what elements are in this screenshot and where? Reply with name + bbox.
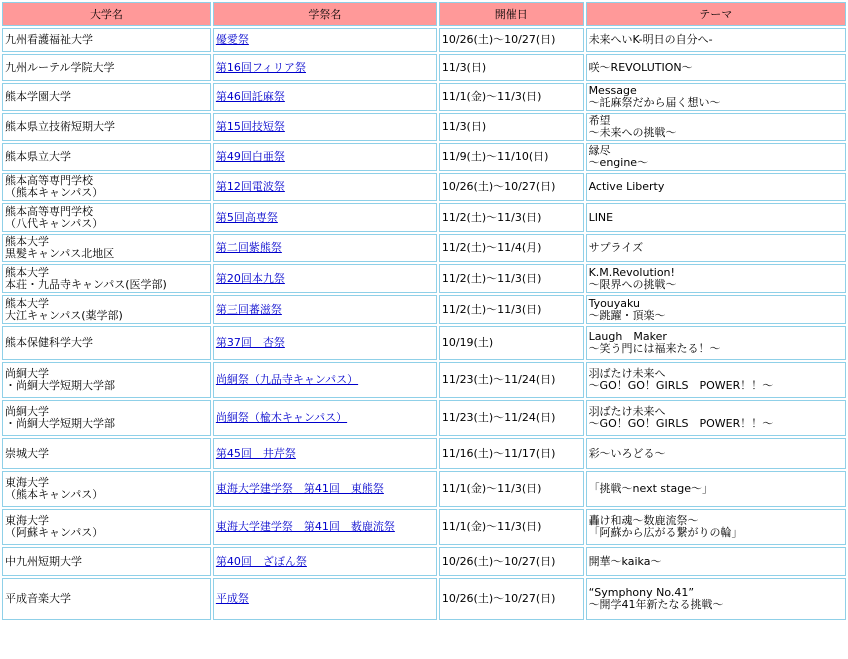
- theme-text: 咲～REVOLUTION～: [588, 60, 693, 74]
- university-cell: [2, 234, 211, 262]
- table-row: [2, 143, 846, 171]
- university-name: 東海大学: [5, 514, 49, 527]
- festival-cell: [213, 326, 437, 360]
- university-cell: [2, 264, 211, 293]
- festival-link[interactable]: 第45回 井芹祭: [215, 446, 296, 460]
- university-name: ・尚絅大学短期大学部: [5, 417, 115, 430]
- festival-cell: [213, 54, 437, 81]
- date-cell: 10/26(土)～10/27(日): [439, 547, 584, 576]
- theme-text: Tyouyaku: [588, 296, 641, 310]
- festival-link[interactable]: 第16回フィリア祭: [215, 60, 306, 74]
- university-name: 九州ルーテル学院大学: [5, 60, 115, 74]
- festival-cell: [213, 143, 437, 171]
- theme-cell: [586, 438, 846, 469]
- theme-text: Laugh Maker: [588, 330, 667, 343]
- festival-cell: [213, 400, 437, 436]
- university-name: ・尚絅大学短期大学部: [5, 379, 115, 392]
- university-name: （熊本キャンパス）: [5, 488, 104, 501]
- theme-cell: [586, 143, 846, 171]
- table-row: [2, 578, 846, 620]
- university-name: 熊本大学: [5, 235, 49, 248]
- university-name: 大江キャンパス(薬学部): [5, 308, 123, 322]
- theme-text: ～未来への挑戦～: [588, 126, 677, 139]
- theme-text: 未来へいK-明日の自分へ-: [588, 33, 713, 46]
- theme-cell: [586, 547, 846, 576]
- festival-cell: [213, 113, 437, 141]
- theme-cell: [586, 295, 846, 324]
- university-name: 東海大学: [5, 476, 49, 489]
- table-row: [2, 54, 846, 81]
- date-cell: 11/3(日): [439, 54, 584, 81]
- university-name: 熊本学園大学: [5, 90, 71, 103]
- festival-cell: [213, 295, 437, 324]
- theme-text: 「挑戦～next stage～」: [588, 482, 713, 495]
- table-row: [2, 326, 846, 360]
- festival-cell: [213, 509, 437, 545]
- theme-text: ～託麻祭だから届く想い～: [588, 96, 721, 109]
- festival-link[interactable]: 東海大学建学祭 第41回 東熊祭: [215, 482, 384, 495]
- date-cell: 11/1(金)～11/3(日): [439, 83, 584, 111]
- theme-text: 希望: [588, 114, 611, 127]
- table-row: [2, 264, 846, 293]
- header-date: 開催日: [439, 2, 584, 26]
- theme-cell: [586, 83, 846, 111]
- table-row: [2, 400, 846, 436]
- theme-cell: [586, 471, 846, 507]
- table-row: [2, 547, 846, 576]
- date-cell: 11/9(土)～11/10(日): [439, 143, 584, 171]
- festival-cell: [213, 234, 437, 262]
- festival-cell: [213, 438, 437, 469]
- theme-text: ～開学41年新たなる挑戦～: [588, 598, 724, 611]
- university-name: 尚絅大学: [5, 405, 49, 418]
- university-name: 熊本高等専門学校: [5, 174, 93, 187]
- theme-text: 「阿蘇から広がる繋がりの輪」: [588, 526, 743, 539]
- theme-text: Active Liberty: [588, 180, 665, 193]
- date-cell: 10/26(土)～10/27(日): [439, 578, 584, 620]
- date-cell: 11/16(土)～11/17(日): [439, 438, 584, 469]
- festival-link[interactable]: 第5回高専祭: [215, 210, 278, 224]
- table-row: [2, 113, 846, 141]
- theme-cell: [586, 173, 846, 201]
- university-cell: [2, 471, 211, 507]
- theme-text: ～跳躍・頂楽～: [588, 308, 666, 322]
- university-name: （阿蘇キャンパス）: [5, 526, 104, 539]
- table-row: [2, 234, 846, 262]
- theme-cell: [586, 362, 846, 398]
- date-cell: 10/19(土): [439, 326, 584, 360]
- university-name: 熊本県立技術短期大学: [5, 120, 115, 133]
- university-name: 尚絅大学: [5, 367, 49, 380]
- university-cell: [2, 326, 211, 360]
- theme-text: 轟け和魂～数鹿流祭～: [588, 514, 699, 527]
- date-cell: 11/1(金)～11/3(日): [439, 471, 584, 507]
- university-cell: [2, 400, 211, 436]
- festival-link[interactable]: 東海大学建学祭 第41回 薮鹿流祭: [215, 520, 395, 533]
- theme-cell: [586, 509, 846, 545]
- festival-link[interactable]: 第40回 ざぼん祭: [215, 554, 307, 568]
- theme-text: 羽ばたけ未来へ: [588, 367, 666, 380]
- date-cell: 11/23(土)～11/24(日): [439, 362, 584, 398]
- university-cell: [2, 362, 211, 398]
- theme-cell: [586, 578, 846, 620]
- university-cell: [2, 173, 211, 201]
- university-name: 中九州短期大学: [5, 554, 82, 568]
- festival-link[interactable]: 第三回蕃滋祭: [215, 302, 282, 316]
- theme-text: ～GO！GO！GIRLS POWER！！～: [588, 379, 774, 392]
- university-name: （熊本キャンパス）: [5, 186, 104, 199]
- university-cell: [2, 295, 211, 324]
- theme-cell: [586, 113, 846, 141]
- header-festival: 学祭名: [213, 2, 437, 26]
- theme-text: 縁尽: [588, 144, 611, 157]
- festival-link[interactable]: 第20回本九祭: [215, 271, 285, 285]
- table-row: [2, 509, 846, 545]
- university-cell: [2, 438, 211, 469]
- university-cell: [2, 54, 211, 81]
- university-cell: [2, 113, 211, 141]
- theme-text: ～engine～: [588, 156, 649, 169]
- university-cell: [2, 28, 211, 52]
- theme-text: サプライズ: [588, 241, 644, 254]
- university-name: 熊本高等専門学校: [5, 204, 93, 218]
- table-row: [2, 362, 846, 398]
- university-cell: [2, 143, 211, 171]
- university-name: 熊本県立大学: [5, 150, 71, 163]
- university-cell: [2, 509, 211, 545]
- festival-link[interactable]: 平成祭: [215, 592, 249, 605]
- festival-cell: [213, 264, 437, 293]
- festival-cell: [213, 83, 437, 111]
- date-cell: 11/2(土)～11/3(日): [439, 264, 584, 293]
- date-cell: 10/26(土)～10/27(日): [439, 28, 584, 52]
- university-name: 本荘・九品寺キャンパス(医学部): [5, 277, 167, 291]
- university-cell: [2, 547, 211, 576]
- festival-link[interactable]: 尚絅祭（楡木キャンパス）: [215, 411, 348, 424]
- festival-link[interactable]: 第37回 杏祭: [215, 336, 285, 349]
- theme-text: K.M.Revolution!: [588, 265, 675, 279]
- university-name: 熊本保健科学大学: [5, 336, 93, 349]
- header-row: [2, 2, 846, 26]
- festival-cell: [213, 471, 437, 507]
- theme-text: 彩～いろどる～: [588, 446, 666, 460]
- festival-cell: [213, 173, 437, 201]
- festival-link[interactable]: 第二回紫熊祭: [215, 241, 282, 254]
- festival-cell: [213, 28, 437, 52]
- theme-cell: [586, 28, 846, 52]
- festival-cell: [213, 362, 437, 398]
- theme-cell: [586, 326, 846, 360]
- date-cell: 11/23(土)～11/24(日): [439, 400, 584, 436]
- festival-cell: [213, 547, 437, 576]
- theme-cell: [586, 203, 846, 232]
- header-university: 大学名: [2, 2, 211, 26]
- theme-text: “Symphony No.41”: [588, 586, 695, 599]
- university-name: 平成音楽大学: [5, 592, 71, 605]
- theme-text: 羽ばたけ未来へ: [588, 405, 666, 418]
- date-cell: 11/1(金)～11/3(日): [439, 509, 584, 545]
- theme-cell: [586, 234, 846, 262]
- table-row: [2, 83, 846, 111]
- table-row: [2, 28, 846, 52]
- table-row: [2, 295, 846, 324]
- theme-text: LINE: [588, 210, 614, 224]
- theme-text: ～限界への挑戦～: [588, 277, 677, 291]
- university-cell: [2, 83, 211, 111]
- festival-cell: [213, 203, 437, 232]
- university-name: 黒髪キャンパス北地区: [5, 247, 115, 260]
- university-name: （八代キャンパス）: [5, 216, 104, 230]
- theme-cell: [586, 264, 846, 293]
- table-row: [2, 438, 846, 469]
- university-cell: [2, 203, 211, 232]
- table-row: [2, 173, 846, 201]
- theme-text: ～GO！GO！GIRLS POWER！！～: [588, 417, 774, 430]
- university-name: 九州看護福祉大学: [5, 33, 93, 46]
- date-cell: 11/2(土)～11/3(日): [439, 295, 584, 324]
- festival-link[interactable]: 第15回技短祭: [215, 120, 285, 133]
- header-theme: テーマ: [586, 2, 846, 26]
- festival-link[interactable]: 第46回託麻祭: [215, 90, 285, 103]
- table-row: [2, 203, 846, 232]
- theme-text: Message: [588, 84, 637, 97]
- festival-link[interactable]: 優愛祭: [215, 33, 249, 46]
- university-name: 熊本大学: [5, 265, 49, 279]
- theme-cell: [586, 400, 846, 436]
- festival-link[interactable]: 第49回白亜祭: [215, 150, 285, 163]
- table-row: [2, 471, 846, 507]
- date-cell: 11/2(土)～11/3(日): [439, 203, 584, 232]
- festival-link[interactable]: 尚絅祭（九品寺キャンパス）: [215, 373, 359, 386]
- theme-text: 開華～kaika～: [588, 554, 662, 568]
- theme-cell: [586, 54, 846, 81]
- university-name: 崇城大学: [5, 446, 49, 460]
- festival-link[interactable]: 第12回電波祭: [215, 180, 285, 193]
- date-cell: 11/2(土)～11/4(月): [439, 234, 584, 262]
- university-name: 熊本大学: [5, 296, 49, 310]
- theme-text: ～笑う門には福来たる！～: [588, 342, 721, 355]
- festival-cell: [213, 578, 437, 620]
- date-cell: 10/26(土)～10/27(日): [439, 173, 584, 201]
- university-cell: [2, 578, 211, 620]
- date-cell: 11/3(日): [439, 113, 584, 141]
